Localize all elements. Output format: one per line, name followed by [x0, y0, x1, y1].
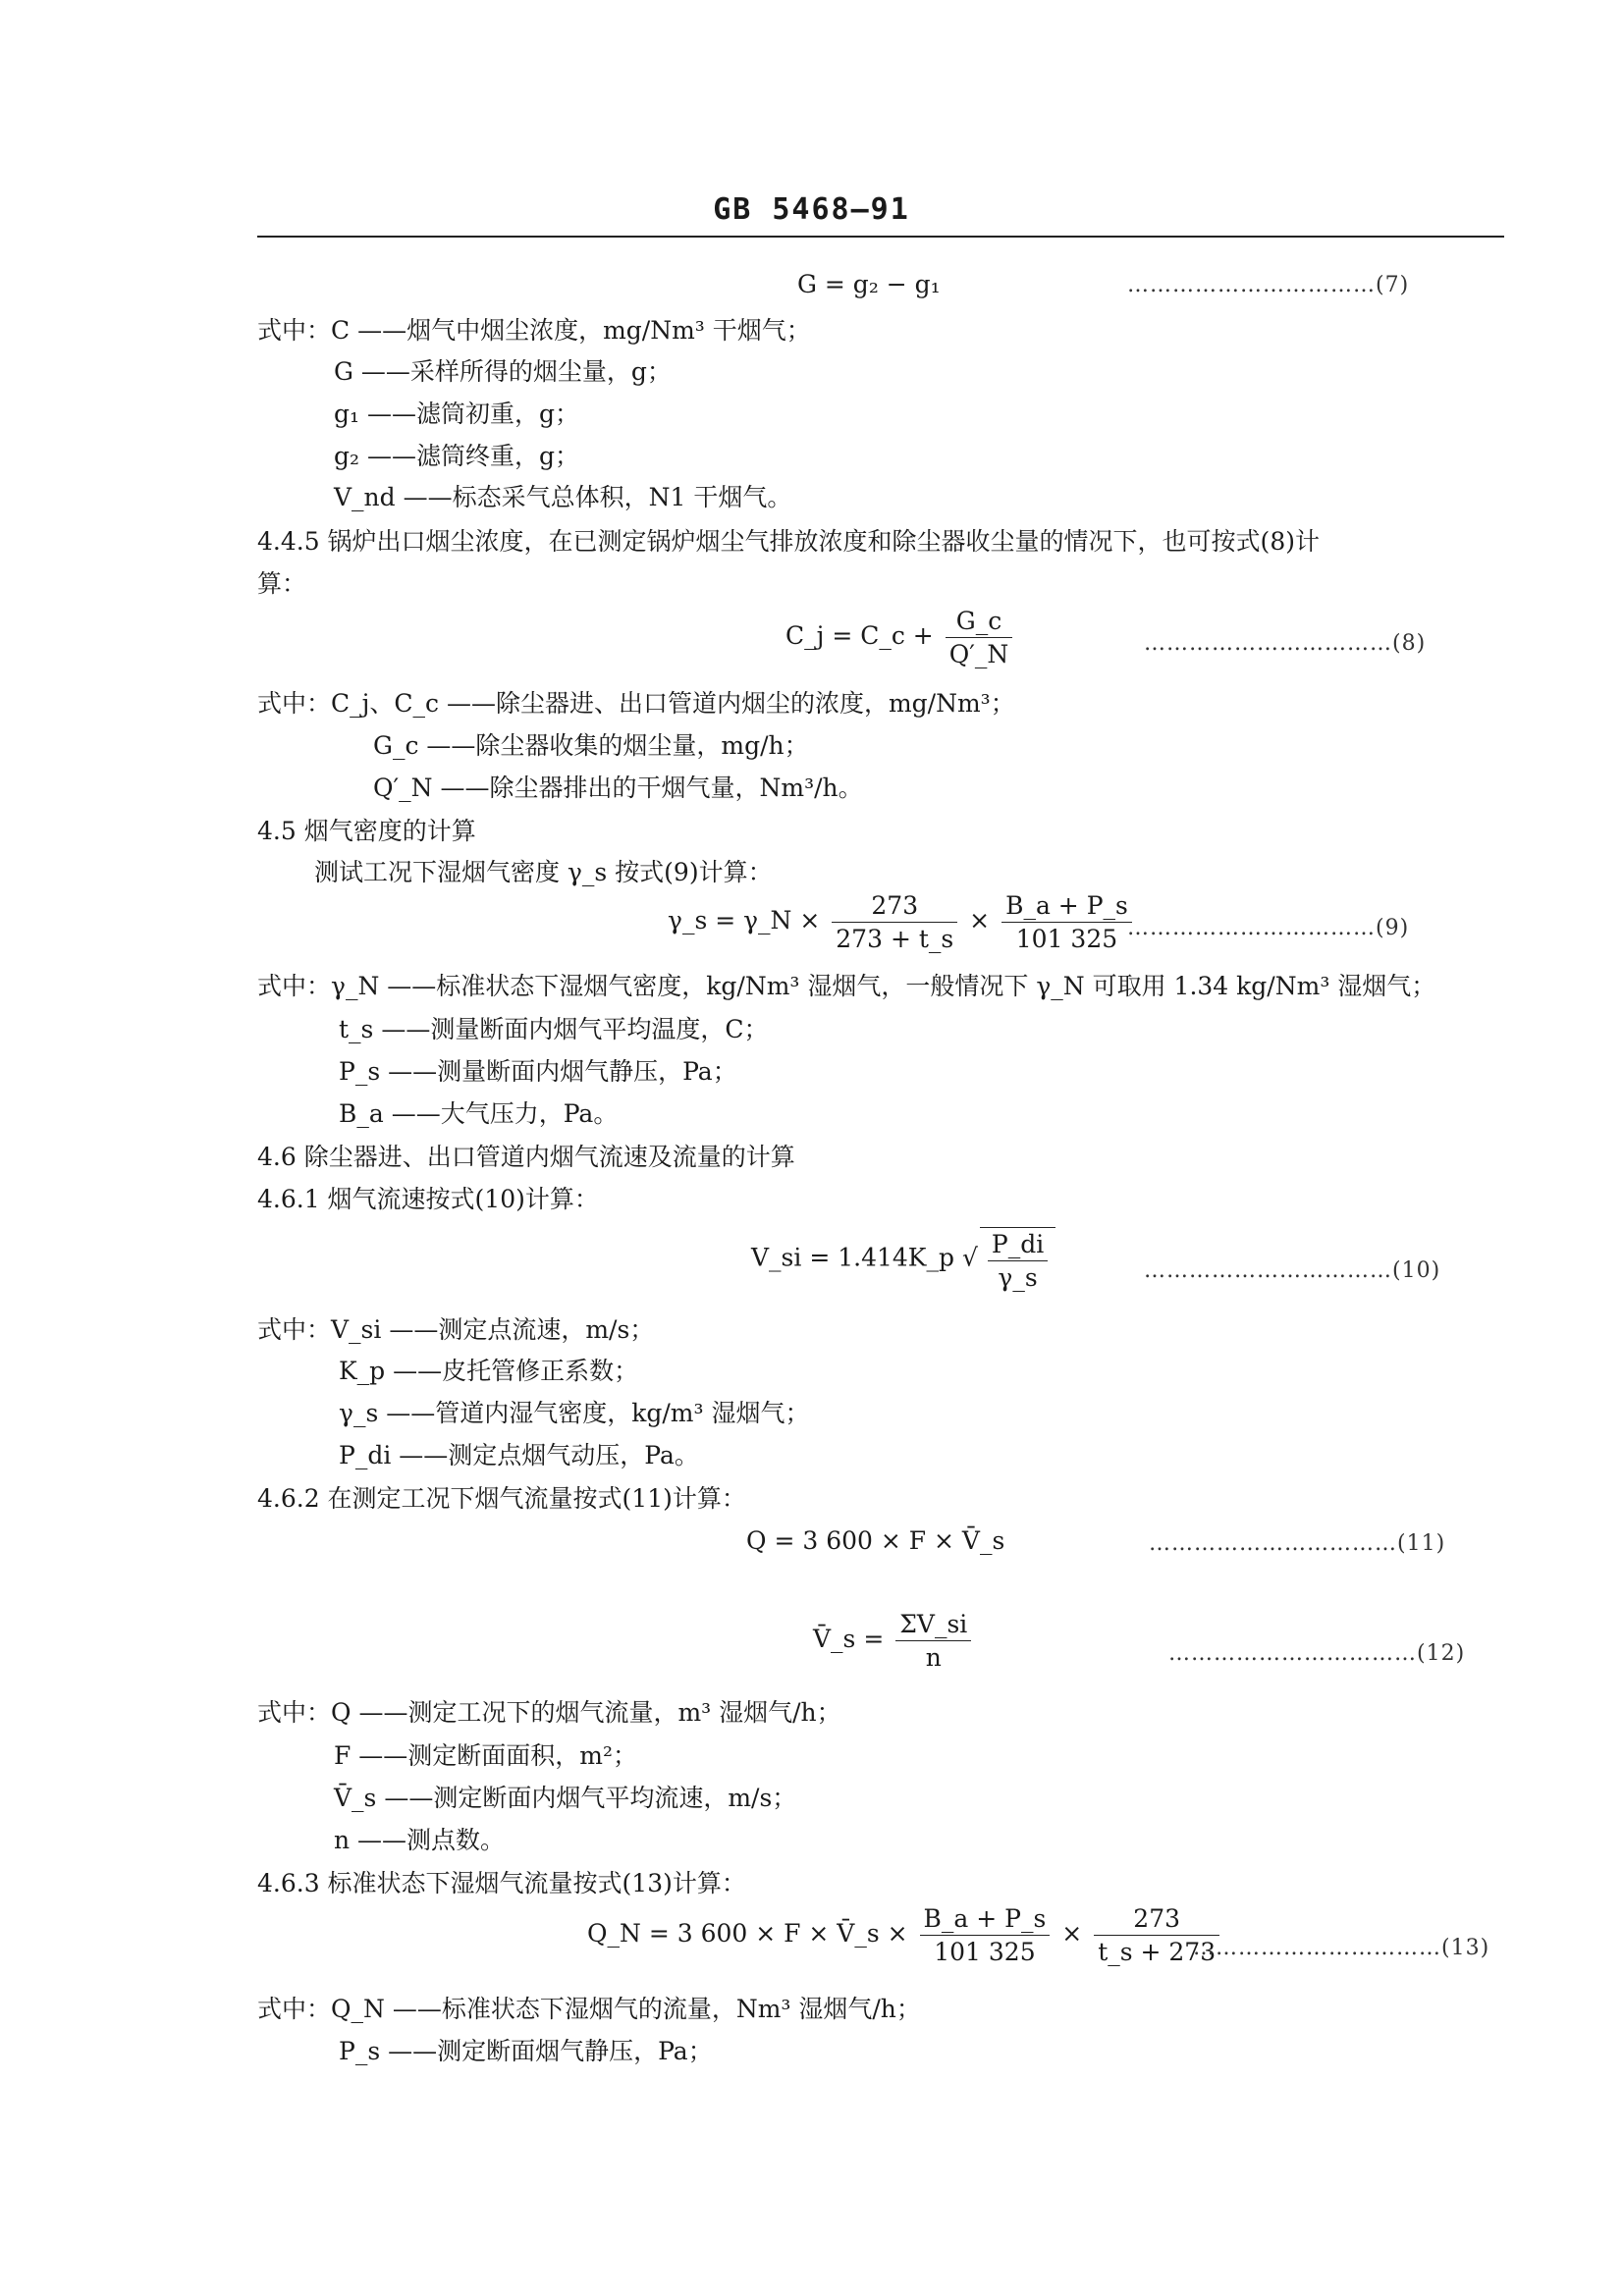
equation-13-numerator-1: B_a + P_s [920, 1904, 1051, 1936]
section-4-6-1: 4.6.1 烟气流速按式(10)计算： [257, 1185, 599, 1213]
where-line: B_a ——大气压力，Pa。 [339, 1099, 619, 1128]
where-line: G_c ——除尘器收集的烟尘量，mg/h； [373, 731, 809, 760]
equation-10-lhs: V_si = 1.414K_p [751, 1243, 954, 1272]
where-line: K_p ——皮托管修正系数； [339, 1357, 639, 1385]
section-4-4-5-cont: 算： [257, 569, 307, 598]
section-4-5-text: 测试工况下湿烟气密度 γ_s 按式(9)计算： [314, 858, 773, 886]
where-line: 式中：C_j、C_c ——除尘器进、出口管道内烟尘的浓度，mg/Nm³； [257, 689, 1015, 718]
equation-9-denominator-2: 101 325 [1015, 925, 1118, 953]
equation-13-number: ……………………………(13) [1193, 1936, 1490, 1960]
equation-13-denominator-2: t_s + 273 [1098, 1938, 1217, 1966]
equation-13-lhs: Q_N = 3 600 × F × V̄_s × [587, 1919, 908, 1948]
times-sign: × [1061, 1919, 1083, 1948]
page-header: GB 5468—91 [713, 192, 910, 227]
equation-12-lhs: V̄_s = [813, 1625, 885, 1653]
where-line: g₁ ——滤筒初重，g； [334, 400, 579, 428]
equation-8-lhs: C_j = C_c + [785, 621, 934, 650]
where-line: 式中：Q ——测定工况下的烟气流量，m³ 湿烟气/h； [257, 1698, 841, 1727]
where-line: F ——测定断面面积，m²； [334, 1741, 638, 1770]
equation-8 [785, 607, 1016, 668]
equation-13-numerator-2: 273 [1094, 1904, 1219, 1936]
equation-9-numerator-2: B_a + P_s [1001, 891, 1132, 923]
equation-10-numerator: P_di [988, 1230, 1048, 1261]
section-4-6: 4.6 除尘器进、出口管道内烟气流速及流量的计算 [257, 1143, 795, 1171]
where-line: V_nd ——标态采气总体积，N1 干烟气。 [334, 483, 792, 511]
sqrt-sign: √ [961, 1243, 978, 1272]
equation-13 [587, 1904, 1223, 1966]
equation-12-denominator: n [925, 1643, 942, 1672]
where-line: n ——测点数。 [334, 1826, 506, 1854]
equation-13-fraction-1 [920, 1904, 1051, 1966]
equation-9-denominator-1: 273 + t_s [836, 925, 954, 953]
where-line: P_s ——测量断面内烟气静压，Pa； [339, 1057, 737, 1086]
equation-13-denominator-1: 101 325 [934, 1938, 1036, 1966]
where-line: P_di ——测定点烟气动压，Pa。 [339, 1441, 699, 1469]
where-line: G ——采样所得的烟尘量，g； [334, 357, 672, 386]
times-sign: × [969, 906, 991, 934]
where-line: 式中：Q_N ——标准状态下湿烟气的流量，Nm³ 湿烟气/h； [257, 1995, 921, 2023]
where-line: P_s ——测定断面烟气静压，Pa； [339, 2037, 713, 2065]
equation-9-lhs: γ_s = γ_N × [668, 906, 821, 934]
header-rule [257, 236, 1504, 238]
equation-9-fraction-1 [832, 891, 957, 953]
equation-10-number: ……………………………(10) [1144, 1258, 1441, 1283]
equation-9 [668, 891, 1136, 953]
equation-8-numerator: G_c [946, 607, 1013, 638]
section-4-6-3: 4.6.3 标准状态下湿烟气流量按式(13)计算： [257, 1869, 746, 1897]
where-line: V̄_s ——测定断面内烟气平均流速，m/s； [334, 1784, 797, 1812]
section-4-5: 4.5 烟气密度的计算 [257, 817, 476, 845]
equation-8-denominator: Q′_N [948, 640, 1009, 668]
equation-12 [813, 1610, 975, 1672]
equation-9-number: ……………………………(9) [1127, 916, 1410, 940]
equation-10 [751, 1227, 1055, 1292]
where-line: 式中：C ——烟气中烟尘浓度，mg/Nm³ 干烟气； [257, 316, 811, 345]
equation-10-denominator: γ_s [998, 1263, 1038, 1292]
equation-12-number: ……………………………(12) [1168, 1641, 1466, 1666]
section-4-4-5: 4.4.5 锅炉出口烟尘浓度，在已测定锅炉烟尘气排放浓度和除尘器收尘量的情况下，也可按式(8)计 [257, 527, 1320, 556]
equation-12-fraction [895, 1610, 971, 1672]
equation-8-number: ……………………………(8) [1144, 631, 1427, 656]
equation-8-fraction [946, 607, 1013, 668]
equation-12-numerator: ΣV_si [895, 1610, 971, 1641]
equation-9-numerator-1: 273 [832, 891, 957, 923]
where-line: g₂ ——滤筒终重，g； [334, 442, 579, 470]
where-line: 式中：V_si ——测定点流速，m/s； [257, 1315, 655, 1344]
equation-7: G = g₂ − g₁ [797, 270, 941, 298]
equation-9-fraction-2 [1001, 891, 1132, 953]
equation-11: Q = 3 600 × F × V̄_s [746, 1526, 1005, 1555]
where-line: t_s ——测量断面内烟气平均温度，C； [339, 1015, 769, 1043]
equation-11-number: ……………………………(11) [1149, 1531, 1446, 1556]
where-line: 式中：γ_N ——标准状态下湿烟气密度，kg/Nm³ 湿烟气，一般情况下 γ_N 可取用 1.34 kg/Nm³ 湿烟气； [257, 972, 1436, 1000]
equation-10-fraction [988, 1230, 1048, 1292]
equation-7-number: ……………………………(7) [1127, 273, 1410, 297]
where-line: γ_s ——管道内湿气密度，kg/m³ 湿烟气； [339, 1399, 810, 1427]
equation-10-radicand [980, 1227, 1055, 1292]
where-line: Q′_N ——除尘器排出的干烟气量，Nm³/h。 [373, 774, 863, 802]
section-4-6-2: 4.6.2 在测定工况下烟气流量按式(11)计算： [257, 1484, 746, 1513]
